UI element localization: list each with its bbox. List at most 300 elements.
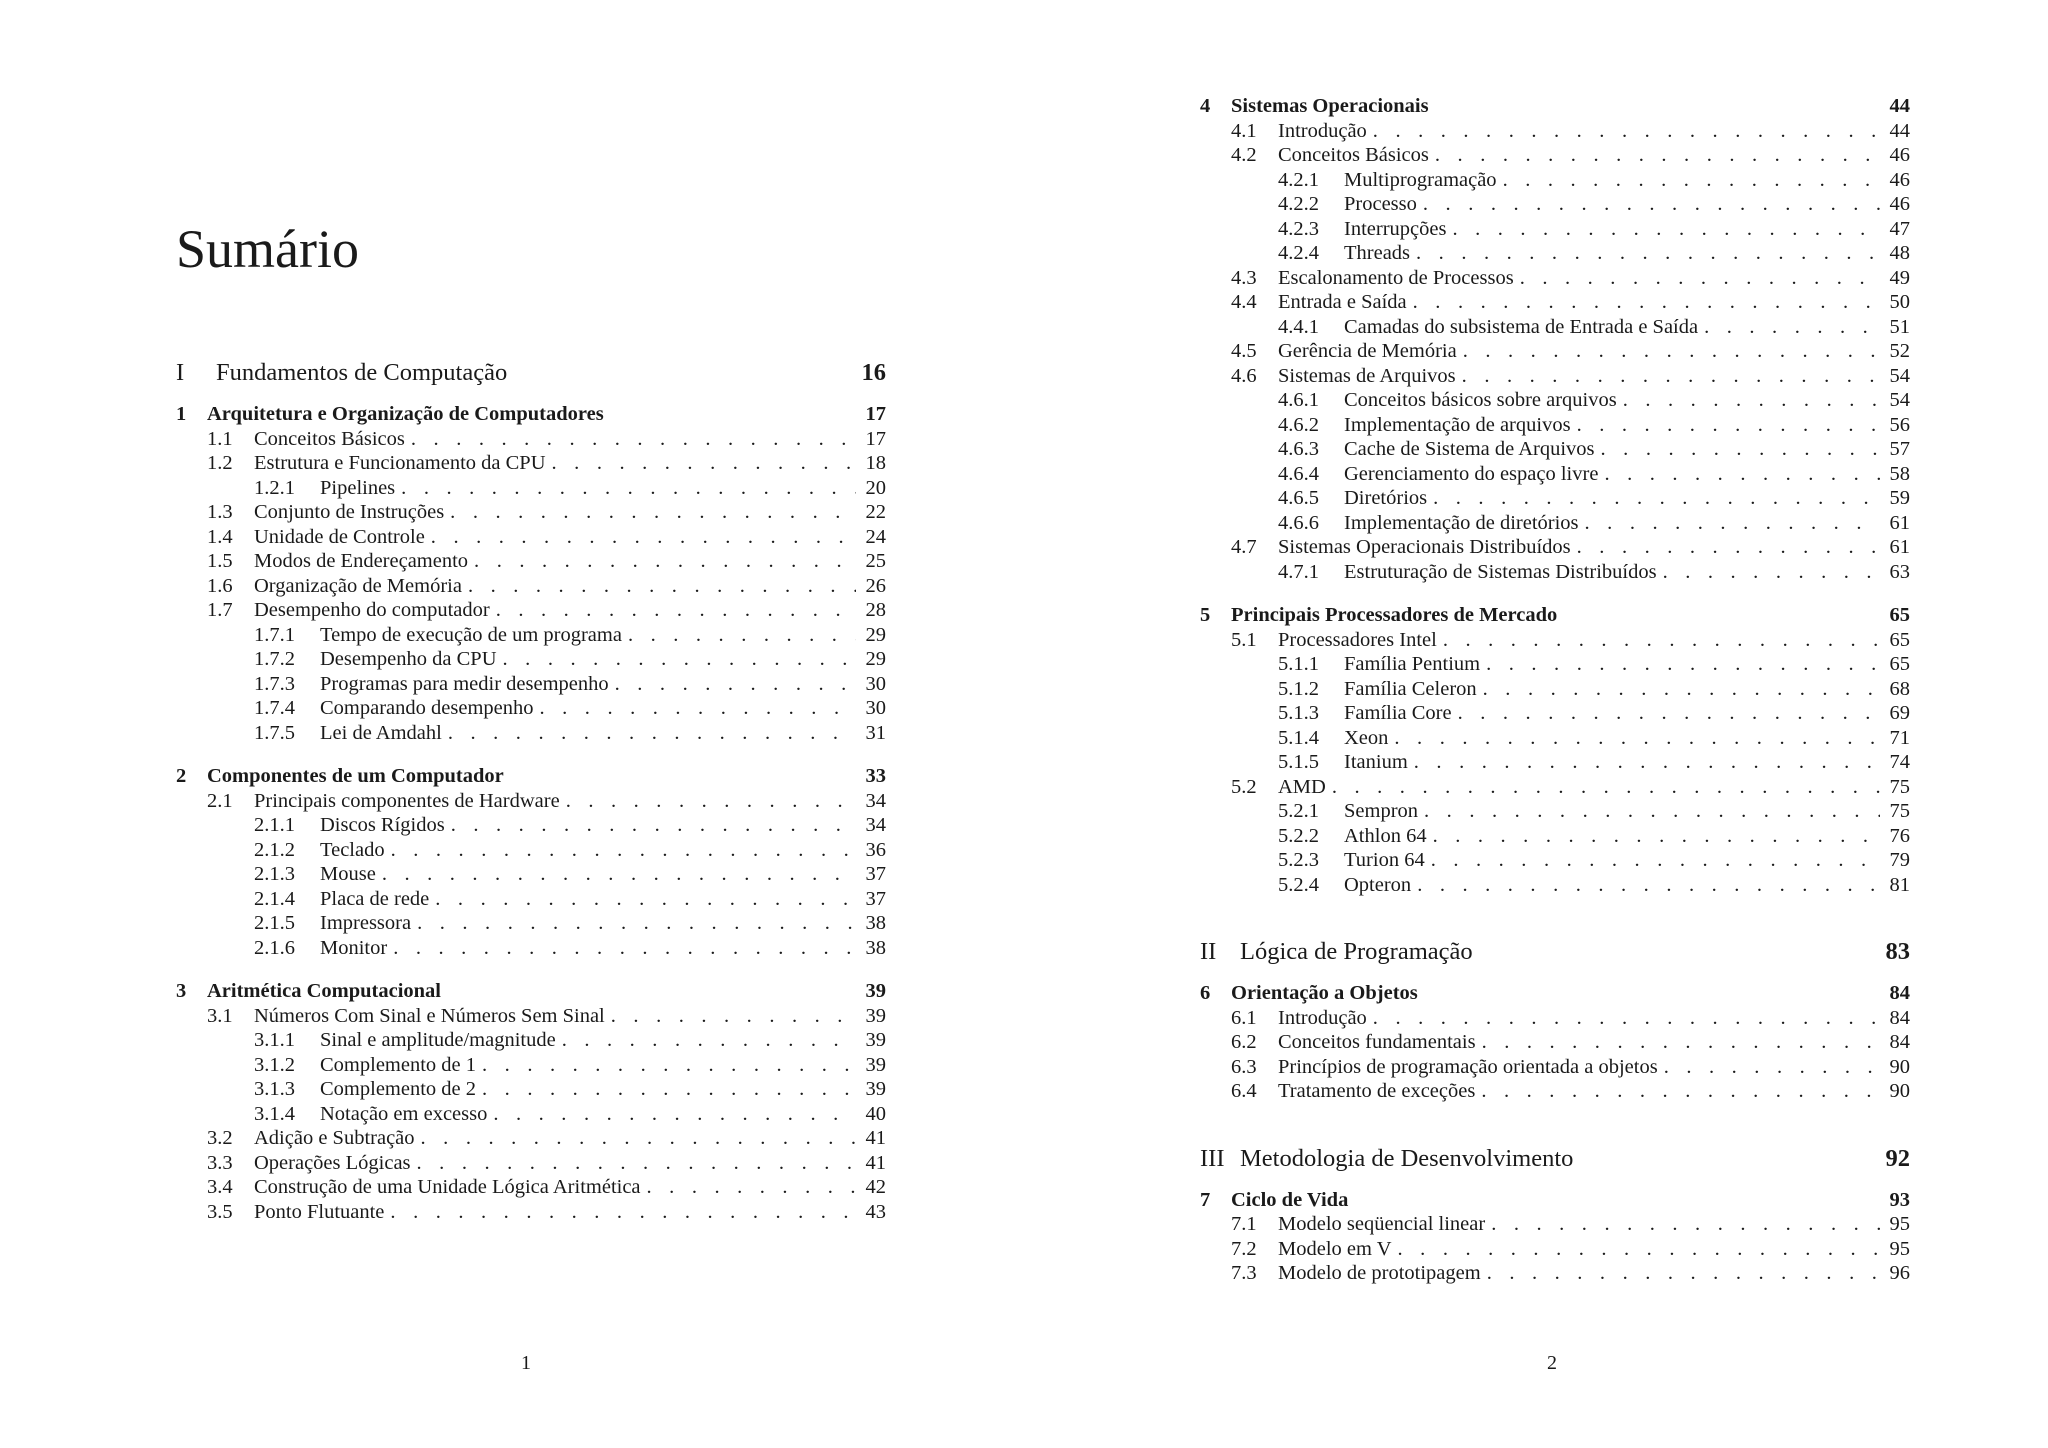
toc-section-entry[interactable] [176, 451, 886, 476]
toc-chapter-entry[interactable] [1200, 603, 1910, 628]
toc-subsection-entry[interactable] [1200, 848, 1910, 873]
toc-entry-page: 24 [865, 525, 886, 548]
toc-entry-title: Lógica de Programação [1240, 938, 1473, 965]
toc-entry-number: 1.6 [207, 574, 233, 597]
dot-leader [1571, 535, 1880, 560]
dot-leader [1367, 1006, 1880, 1031]
toc-entry-page: 22 [865, 501, 886, 523]
toc-subsection-entry[interactable] [1200, 217, 1910, 242]
toc-entry-page: 16 [861, 359, 886, 386]
toc-entry-title: Opteron [1344, 873, 1412, 896]
toc-entry-number: 2.1 [207, 789, 233, 812]
toc-subsection-entry[interactable] [1200, 873, 1910, 898]
dot-leader [490, 598, 856, 623]
dot-leader [1408, 750, 1880, 775]
toc-entry-title: AMD [1278, 775, 1326, 798]
toc-entry-page: 17 [865, 403, 886, 425]
toc-section-entry[interactable] [176, 525, 886, 550]
toc-entry-number: 7.3 [1231, 1262, 1257, 1284]
toc-entry-page: 43 [865, 1200, 886, 1223]
toc-entry-number: 1.7.2 [254, 648, 295, 670]
toc-subsection-entry[interactable] [1200, 486, 1910, 511]
dot-leader [444, 500, 856, 525]
toc-entry-page: 68 [1889, 677, 1910, 700]
dot-leader [462, 574, 856, 599]
dot-leader [1475, 1079, 1880, 1104]
toc-entry-page: 84 [1889, 1006, 1910, 1029]
toc-entry-title: Introdução [1278, 119, 1367, 142]
toc-entry-page: 83 [1885, 938, 1910, 965]
toc-entry-number: 2 [176, 765, 187, 787]
toc-entry-page: 75 [1889, 800, 1910, 822]
toc-section-entry[interactable] [1200, 119, 1910, 144]
toc-entry-page: 57 [1889, 438, 1910, 460]
toc-entry-number: 4.3 [1231, 266, 1257, 289]
toc-subsection-entry[interactable] [176, 1028, 886, 1053]
toc-entry-page: 46 [1889, 193, 1910, 215]
toc-subsection-entry[interactable] [1200, 168, 1910, 193]
toc-subsection-entry[interactable] [176, 936, 886, 961]
toc-entry-number: 5.1 [1231, 628, 1257, 651]
toc-subsection-entry[interactable] [176, 721, 886, 746]
dot-leader [1497, 168, 1880, 193]
toc-entry-number: 3.1.3 [254, 1078, 295, 1100]
toc-entry-title: Xeon [1344, 726, 1389, 749]
toc-subsection-entry[interactable] [1200, 750, 1910, 775]
toc-entry-number: 6.4 [1231, 1080, 1257, 1102]
toc-entry-title: Modos de Endereçamento [254, 550, 469, 572]
toc-subsection-entry[interactable] [1200, 241, 1910, 266]
toc-subsection-entry[interactable] [176, 862, 886, 887]
toc-entry-page: 90 [1889, 1080, 1910, 1102]
toc-part-entry[interactable] [1200, 1144, 1910, 1174]
dot-leader [1514, 266, 1880, 291]
toc-entry-page: 18 [865, 452, 886, 474]
toc-entry-title: Introdução [1278, 1006, 1367, 1029]
toc-subsection-entry[interactable] [1200, 701, 1910, 726]
toc-entry-title: Notação em excesso [320, 1102, 488, 1125]
page-title: Sumário [176, 219, 359, 279]
toc-section-entry[interactable] [1200, 1079, 1910, 1104]
toc-entry-page: 44 [1889, 95, 1910, 117]
toc-entry-number: 1.2.1 [254, 476, 295, 499]
dot-leader [1427, 486, 1880, 511]
toc-entry-title: Escalonamento de Processos [1278, 266, 1514, 289]
toc-section-entry[interactable] [1200, 1006, 1910, 1031]
toc-subsection-entry[interactable] [176, 476, 886, 501]
toc-entry-page: 61 [1889, 536, 1910, 558]
dot-leader [1657, 560, 1880, 585]
toc-entry-title: Threads [1344, 242, 1411, 264]
toc-entry-title: Athlon 64 [1344, 824, 1427, 847]
toc-entry-number: 2.1.4 [254, 887, 295, 910]
toc-section-entry[interactable] [176, 574, 886, 599]
dot-leader [1698, 315, 1880, 340]
toc-entry-number: 1.7.5 [254, 721, 295, 744]
toc-subsection-entry[interactable] [176, 1102, 886, 1127]
toc-subsection-entry[interactable] [176, 813, 886, 838]
toc-subsection-entry[interactable] [1200, 511, 1910, 536]
toc-entry-title: Conceitos fundamentais [1278, 1031, 1476, 1053]
toc-entry-number: 4.5 [1231, 340, 1257, 362]
toc-entry-title: Itanium [1344, 751, 1408, 773]
toc-subsection-entry[interactable] [176, 838, 886, 863]
toc-entry-page: 30 [865, 672, 886, 695]
toc-entry-title: Processo [1344, 193, 1417, 215]
toc-entry-title: Implementação de diretórios [1344, 511, 1579, 534]
toc-entry-number: 5.1.3 [1278, 702, 1319, 724]
toc-entry-title: Conceitos Básicos [1278, 144, 1429, 166]
toc-list-right [1200, 94, 1910, 1286]
toc-entry-title: Estruturação de Sistemas Distribuídos [1344, 560, 1657, 583]
toc-subsection-entry[interactable] [1200, 726, 1910, 751]
toc-entry-page: 65 [1889, 604, 1910, 626]
toc-entry-title: Arquitetura e Organização de Computadores [207, 403, 604, 425]
toc-entry-number: 4.6.3 [1278, 438, 1319, 460]
toc-chapter-entry[interactable] [176, 979, 886, 1004]
toc-subsection-entry[interactable] [1200, 388, 1910, 413]
dot-leader [605, 1004, 856, 1029]
toc-entry-title: Orientação a Objetos [1231, 982, 1418, 1004]
toc-subsection-entry[interactable] [1200, 560, 1910, 585]
toc-subsection-entry[interactable] [1200, 437, 1910, 462]
toc-entry-number: 7.1 [1231, 1213, 1257, 1235]
toc-entry-title: Operações Lógicas [254, 1151, 411, 1174]
toc-entry-number: 4 [1200, 95, 1211, 117]
toc-section-entry[interactable] [1200, 143, 1910, 168]
toc-entry-title: Metodologia de Desenvolvimento [1240, 1144, 1574, 1172]
toc-section-entry[interactable] [1200, 1237, 1910, 1262]
toc-subsection-entry[interactable] [1200, 799, 1910, 824]
toc-entry-number: 4.2.3 [1278, 217, 1319, 240]
toc-entry-number: 3.4 [207, 1176, 233, 1198]
toc-entry-number: 4.7.1 [1278, 560, 1319, 583]
toc-subsection-entry[interactable] [1200, 652, 1910, 677]
toc-chapter-entry[interactable] [1200, 1188, 1910, 1213]
toc-entry-page: 44 [1889, 119, 1910, 142]
toc-entry-number: 3.1 [207, 1004, 233, 1027]
dot-leader [1446, 217, 1880, 242]
toc-entry-title: Programas para medir desempenho [320, 672, 609, 695]
toc-entry-page: 90 [1889, 1055, 1910, 1078]
toc-entry-page: 54 [1889, 389, 1910, 411]
toc-chapter-entry[interactable] [176, 764, 886, 789]
toc-subsection-entry[interactable] [176, 887, 886, 912]
dot-leader [1429, 143, 1880, 168]
toc-section-entry[interactable] [1200, 364, 1910, 389]
toc-section-entry[interactable] [176, 598, 886, 623]
toc-entry-number: II [1200, 938, 1217, 965]
dot-leader [476, 1077, 856, 1102]
toc-part-entry[interactable] [176, 358, 886, 388]
toc-entry-page: 46 [1889, 144, 1910, 166]
toc-entry-title: Sinal e amplitude/magnitude [320, 1029, 556, 1051]
toc-entry-title: Unidade de Controle [254, 525, 425, 548]
toc-entry-title: Família Pentium [1344, 653, 1481, 675]
toc-entry-page: 74 [1889, 751, 1910, 773]
toc-entry-page: 65 [1889, 628, 1910, 651]
toc-section-entry[interactable] [1200, 1055, 1910, 1080]
dot-leader [1452, 701, 1880, 726]
toc-entry-title: Família Celeron [1344, 677, 1477, 700]
toc-section-entry[interactable] [176, 500, 886, 525]
toc-section-entry[interactable] [176, 1175, 886, 1200]
toc-entry-title: Sempron [1344, 800, 1419, 822]
toc-entry-title: Comparando desempenho [320, 697, 534, 719]
dot-leader [411, 911, 856, 936]
toc-entry-number: 5.1.4 [1278, 726, 1319, 749]
toc-entry-page: 17 [865, 427, 886, 450]
toc-entry-page: 39 [865, 980, 886, 1002]
toc-entry-page: 96 [1889, 1262, 1910, 1284]
toc-subsection-entry[interactable] [176, 1077, 886, 1102]
dot-leader [622, 623, 856, 648]
dot-leader [560, 789, 856, 814]
dot-leader [1411, 873, 1880, 898]
toc-entry-page: 49 [1889, 266, 1910, 289]
dot-leader [1595, 437, 1880, 462]
toc-subsection-entry[interactable] [1200, 413, 1910, 438]
toc-subsection-entry[interactable] [1200, 315, 1910, 340]
toc-entry-number: 4.1 [1231, 119, 1257, 142]
dot-leader [1579, 511, 1880, 536]
toc-entry-title: Conceitos básicos sobre arquivos [1344, 389, 1617, 411]
toc-entry-number: I [176, 359, 185, 386]
toc-entry-page: 63 [1889, 560, 1910, 583]
dot-leader [411, 1151, 856, 1176]
toc-section-entry[interactable] [176, 427, 886, 452]
toc-entry-number: 1.7 [207, 599, 233, 621]
toc-entry-number: 3.1.1 [254, 1029, 295, 1051]
toc-entry-title: Diretórios [1344, 487, 1428, 509]
toc-entry-number: 4.6.4 [1278, 462, 1319, 485]
toc-entry-number: 2.1.1 [254, 814, 295, 836]
dot-leader [376, 862, 856, 887]
right-page [1024, 0, 2048, 1448]
toc-entry-title: Adição e Subtração [254, 1127, 415, 1149]
toc-entry-number: 5.1.2 [1278, 677, 1319, 700]
toc-subsection-entry[interactable] [1200, 677, 1910, 702]
toc-entry-title: Componentes de um Computador [207, 765, 504, 787]
toc-part-entry[interactable] [1200, 937, 1910, 967]
toc-section-entry[interactable] [1200, 266, 1910, 291]
toc-entry-number: 4.6.1 [1278, 389, 1319, 411]
toc-entry-number: 1 [176, 403, 187, 425]
toc-subsection-entry[interactable] [1200, 192, 1910, 217]
toc-entry-number: 1.7.4 [254, 697, 295, 719]
toc-section-entry[interactable] [1200, 339, 1910, 364]
toc-entry-page: 92 [1885, 1144, 1910, 1172]
toc-entry-page: 50 [1889, 291, 1910, 313]
dot-leader [1617, 388, 1880, 413]
dot-leader [384, 1200, 856, 1225]
dot-leader [405, 427, 856, 452]
dot-leader [1477, 677, 1880, 702]
toc-entry-page: 38 [865, 936, 886, 959]
toc-entry-title: Tratamento de exceções [1278, 1080, 1476, 1102]
toc-entry-number: 7 [1200, 1188, 1211, 1211]
dot-leader [1437, 628, 1880, 653]
toc-entry-page: 42 [865, 1176, 886, 1198]
toc-section-entry[interactable] [1200, 1212, 1910, 1237]
toc-entry-page: 81 [1889, 873, 1910, 896]
toc-entry-title: Mouse [320, 863, 376, 885]
toc-section-entry[interactable] [176, 1004, 886, 1029]
toc-entry-title: Família Core [1344, 702, 1452, 724]
toc-entry-title: Modelo de prototipagem [1278, 1262, 1481, 1284]
dot-leader [395, 476, 856, 501]
toc-entry-page: 75 [1889, 775, 1910, 798]
toc-entry-number: 3.3 [207, 1151, 233, 1174]
toc-entry-page: 34 [865, 814, 886, 836]
dot-leader [609, 672, 856, 697]
toc-entry-number: 4.7 [1231, 536, 1257, 558]
dot-leader [1480, 652, 1880, 677]
toc-entry-number: 5.2 [1231, 775, 1257, 798]
toc-section-entry[interactable] [176, 789, 886, 814]
dot-leader [1418, 799, 1880, 824]
toc-entry-page: 84 [1889, 982, 1910, 1004]
toc-entry-page: 84 [1889, 1031, 1910, 1053]
toc-entry-title: Conjunto de Instruções [254, 501, 445, 523]
toc-entry-page: 71 [1889, 726, 1910, 749]
toc-section-entry[interactable] [1200, 1030, 1910, 1055]
toc-subsection-entry[interactable] [176, 911, 886, 936]
dot-leader [1417, 192, 1880, 217]
toc-entry-page: 34 [865, 789, 886, 812]
toc-section-entry[interactable] [1200, 290, 1910, 315]
dot-leader [1407, 290, 1880, 315]
toc-entry-title: Desempenho do computador [254, 599, 490, 621]
toc-entry-number: 5.2.3 [1278, 849, 1319, 871]
toc-section-entry[interactable] [1200, 535, 1910, 560]
dot-leader [1427, 824, 1880, 849]
toc-section-entry[interactable] [176, 1126, 886, 1151]
toc-entry-number: 3.1.2 [254, 1053, 295, 1076]
toc-entry-page: 61 [1889, 511, 1910, 534]
toc-section-entry[interactable] [1200, 628, 1910, 653]
toc-entry-title: Ponto Flutuante [254, 1200, 385, 1223]
toc-subsection-entry[interactable] [176, 623, 886, 648]
toc-entry-page: 76 [1889, 824, 1910, 847]
toc-entry-number: 2.1.3 [254, 863, 295, 885]
toc-entry-title: Conceitos Básicos [254, 427, 405, 450]
toc-entry-title: Discos Rígidos [320, 814, 445, 836]
dot-leader [1326, 775, 1880, 800]
toc-entry-title: Modelo em V [1278, 1237, 1392, 1260]
toc-subsection-entry[interactable] [176, 647, 886, 672]
dot-leader [1571, 413, 1880, 438]
toc-subsection-entry[interactable] [176, 696, 886, 721]
toc-entry-page: 93 [1889, 1188, 1910, 1211]
toc-entry-number: 1.4 [207, 525, 233, 548]
toc-entry-page: 36 [865, 838, 886, 861]
toc-entry-title: Desempenho da CPU [320, 648, 497, 670]
toc-entry-page: 58 [1889, 462, 1910, 485]
toc-entry-page: 54 [1889, 364, 1910, 387]
dot-leader [1658, 1055, 1880, 1080]
toc-entry-number: 6 [1200, 982, 1211, 1004]
toc-entry-number: 4.2 [1231, 144, 1257, 166]
toc-entry-number: 2.1.5 [254, 912, 295, 934]
toc-entry-title: Cache de Sistema de Arquivos [1344, 438, 1595, 460]
toc-entry-title: Placa de rede [320, 887, 430, 910]
toc-entry-title: Principais Processadores de Mercado [1231, 604, 1558, 626]
dot-leader [1481, 1261, 1880, 1286]
toc-section-entry[interactable] [176, 549, 886, 574]
toc-entry-page: 69 [1889, 702, 1910, 724]
toc-chapter-entry[interactable] [1200, 981, 1910, 1006]
toc-entry-title: Organização de Memória [254, 574, 462, 597]
toc-section-entry[interactable] [1200, 1261, 1910, 1286]
toc-subsection-entry[interactable] [1200, 824, 1910, 849]
toc-subsection-entry[interactable] [176, 1053, 886, 1078]
dot-leader [534, 696, 857, 721]
toc-entry-title: Sistemas de Arquivos [1278, 364, 1456, 387]
toc-entry-number: 1.7.1 [254, 623, 295, 646]
toc-entry-page: 31 [865, 721, 886, 744]
toc-entry-page: 41 [865, 1127, 886, 1149]
toc-entry-title: Modelo seqüencial linear [1278, 1213, 1486, 1235]
toc-entry-page: 29 [865, 623, 886, 646]
dot-leader [425, 525, 856, 550]
toc-section-entry[interactable] [176, 1200, 886, 1225]
toc-subsection-entry[interactable] [176, 672, 886, 697]
toc-section-entry[interactable] [176, 1151, 886, 1176]
toc-entry-title: Estrutura e Funcionamento da CPU [254, 452, 546, 474]
toc-entry-number: 3.5 [207, 1200, 233, 1223]
dot-leader [1598, 462, 1880, 487]
toc-entry-page: 95 [1889, 1213, 1910, 1235]
toc-chapter-entry[interactable] [1200, 94, 1910, 119]
toc-entry-page: 25 [865, 550, 886, 572]
toc-entry-page: 79 [1889, 849, 1910, 871]
toc-entry-number: 1.3 [207, 501, 233, 523]
toc-entry-title: Pipelines [320, 476, 396, 499]
toc-entry-number: 6.1 [1231, 1006, 1257, 1029]
toc-entry-page: 39 [865, 1078, 886, 1100]
toc-section-entry[interactable] [1200, 775, 1910, 800]
toc-entry-title: Construção de uma Unidade Lógica Aritmética [254, 1176, 641, 1198]
dot-leader [641, 1175, 856, 1200]
dot-leader [1410, 241, 1880, 266]
toc-entry-number: 4.2.2 [1278, 193, 1319, 215]
toc-entry-page: 65 [1889, 653, 1910, 675]
toc-entry-number: 3.1.4 [254, 1102, 295, 1125]
toc-entry-page: 51 [1889, 315, 1910, 338]
toc-chapter-entry[interactable] [176, 402, 886, 427]
toc-entry-page: 40 [865, 1102, 886, 1125]
toc-entry-number: 7.2 [1231, 1237, 1257, 1260]
page-number: 1 [521, 1352, 531, 1374]
toc-entry-title: Complemento de 2 [320, 1078, 477, 1100]
dot-leader [476, 1053, 856, 1078]
toc-entry-number: 3 [176, 980, 187, 1002]
toc-entry-number: 4.2.4 [1278, 242, 1319, 264]
dot-leader [468, 549, 856, 574]
dot-leader [429, 887, 856, 912]
toc-entry-title: Lei de Amdahl [320, 721, 442, 744]
toc-entry-title: Fundamentos de Computação [216, 359, 508, 386]
toc-entry-page: 39 [865, 1053, 886, 1076]
toc-entry-page: 47 [1889, 217, 1910, 240]
dot-leader [497, 647, 856, 672]
dot-leader [1425, 848, 1880, 873]
toc-subsection-entry[interactable] [1200, 462, 1910, 487]
dot-leader [1392, 1237, 1880, 1262]
toc-entry-title: Sistemas Operacionais Distribuídos [1278, 536, 1571, 558]
toc-entry-title: Camadas do subsistema de Entrada e Saída [1344, 315, 1699, 338]
